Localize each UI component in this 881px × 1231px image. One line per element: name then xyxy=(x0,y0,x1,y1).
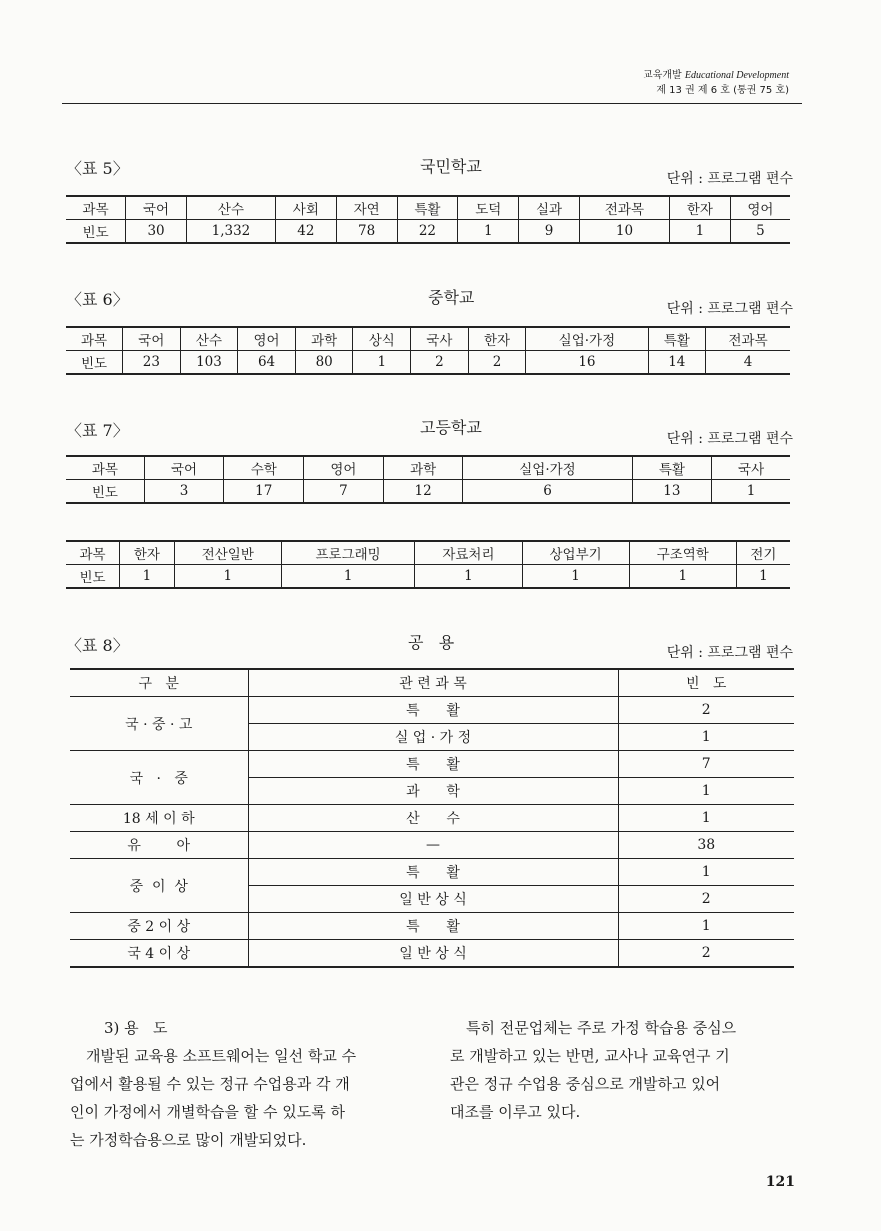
data-cell: 42 xyxy=(275,220,336,244)
header-cell: 특활 xyxy=(648,327,706,351)
frequency-cell: 2 xyxy=(618,886,794,913)
body-left-column xyxy=(70,1042,430,1154)
subject-cell: 특 활 xyxy=(248,751,618,778)
data-cell: 1 xyxy=(736,565,790,589)
table7-unit: 단위 : 프로그램 편수 xyxy=(666,431,793,447)
header-cell: 관 련 과 목 xyxy=(248,669,618,697)
table-row xyxy=(66,480,790,504)
subject-cell: 산 수 xyxy=(248,805,618,832)
header-cell: 실과 xyxy=(519,196,580,220)
header-cell: 상식 xyxy=(353,327,411,351)
header-cell: 국어 xyxy=(126,196,187,220)
text-line: 로 개발하고 있는 반면, 교사나 교육연구 기 xyxy=(450,1047,730,1065)
data-cell: 1 xyxy=(629,565,736,589)
table-header-row xyxy=(70,669,794,697)
header-cell: 한자 xyxy=(669,196,730,220)
data-cell: 14 xyxy=(648,351,706,375)
group-cell: 중 이 상 xyxy=(70,859,248,913)
table-row xyxy=(70,832,794,859)
header-cell: 구 분 xyxy=(70,669,248,697)
header-cell: 구조역학 xyxy=(629,541,736,565)
table-row xyxy=(70,805,794,832)
header-cell: 전기 xyxy=(736,541,790,565)
text-line: 업에서 활용될 수 있는 정규 수업용과 각 개 xyxy=(70,1075,350,1093)
body-right-column xyxy=(450,1014,800,1126)
table-header-row xyxy=(66,196,790,220)
group-cell: 중 2 이 상 xyxy=(70,913,248,940)
data-cell: 빈도 xyxy=(66,480,144,504)
data-cell: 64 xyxy=(238,351,296,375)
data-cell: 80 xyxy=(295,351,353,375)
data-cell: 3 xyxy=(144,480,224,504)
frequency-cell: 7 xyxy=(618,751,794,778)
table-header-row xyxy=(66,541,790,565)
subject-cell: 일 반 상 식 xyxy=(248,886,618,913)
text-line: 관은 정규 수업용 중심으로 개발하고 있어 xyxy=(450,1075,721,1093)
table-row xyxy=(70,751,794,778)
data-cell: 1 xyxy=(174,565,281,589)
volume-info: 제 13 권 제 6 호 (통권 75 호) xyxy=(656,85,789,96)
table6-label: 〈표 6〉 xyxy=(66,290,129,309)
text-line: 개발된 교육용 소프트웨어는 일선 학교 수 xyxy=(86,1047,357,1065)
header-cell: 영어 xyxy=(730,196,790,220)
data-cell: 1 xyxy=(522,565,629,589)
frequency-cell: 2 xyxy=(618,697,794,724)
table6-unit: 단위 : 프로그램 편수 xyxy=(666,301,793,317)
section-heading: 3) 용 도 xyxy=(104,1019,168,1037)
table-row xyxy=(66,565,790,589)
data-cell: 1 xyxy=(415,565,522,589)
table-header-row xyxy=(66,327,790,351)
group-cell: 국 · 중 · 고 xyxy=(70,697,248,751)
header-cell: 한자 xyxy=(468,327,526,351)
header-cell: 과목 xyxy=(66,196,126,220)
table5 xyxy=(66,195,790,244)
table-row xyxy=(66,220,790,244)
header-cell: 상업부기 xyxy=(522,541,629,565)
data-cell: 1,332 xyxy=(186,220,275,244)
group-cell: 국 4 이 상 xyxy=(70,940,248,968)
data-cell: 6 xyxy=(463,480,632,504)
data-cell: 78 xyxy=(336,220,397,244)
header-cell: 특활 xyxy=(397,196,458,220)
table8 xyxy=(70,668,794,968)
header-cell: 과학 xyxy=(383,456,463,480)
header-cell: 수학 xyxy=(224,456,304,480)
data-cell: 빈도 xyxy=(66,565,120,589)
table6 xyxy=(66,326,790,375)
header-cell: 전과목 xyxy=(706,327,790,351)
text-line: 는 가정학습용으로 많이 개발되었다. xyxy=(70,1131,307,1149)
header-cell: 과학 xyxy=(295,327,353,351)
text-line: 대조를 이루고 있다. xyxy=(450,1103,581,1121)
data-cell: 30 xyxy=(126,220,187,244)
header-cell: 국사 xyxy=(712,456,790,480)
frequency-cell: 1 xyxy=(618,805,794,832)
journal-title-ko: 교육개발 xyxy=(643,70,682,81)
header-rule xyxy=(62,103,802,104)
header-cell: 국사 xyxy=(411,327,469,351)
header-cell: 특활 xyxy=(632,456,712,480)
group-cell: 18 세 이 하 xyxy=(70,805,248,832)
group-cell: 유 아 xyxy=(70,832,248,859)
frequency-cell: 1 xyxy=(618,859,794,886)
header-cell: 과목 xyxy=(66,456,144,480)
header-cell: 과목 xyxy=(66,327,123,351)
table8-title: 공 용 xyxy=(408,633,455,652)
data-cell: 17 xyxy=(224,480,304,504)
frequency-cell: 1 xyxy=(618,778,794,805)
header-cell: 전산일반 xyxy=(174,541,281,565)
data-cell: 1 xyxy=(353,351,411,375)
text-line: 인이 가정에서 개별학습을 할 수 있도록 하 xyxy=(70,1103,345,1121)
running-header xyxy=(643,68,789,98)
data-cell: 빈도 xyxy=(66,220,126,244)
header-cell: 산수 xyxy=(180,327,238,351)
data-cell: 2 xyxy=(411,351,469,375)
header-cell: 영어 xyxy=(238,327,296,351)
header-cell: 프로그래밍 xyxy=(281,541,414,565)
table-row xyxy=(70,697,794,724)
subject-cell: 특 활 xyxy=(248,913,618,940)
data-cell: 1 xyxy=(458,220,519,244)
table5-label: 〈표 5〉 xyxy=(66,159,129,178)
text-line: 특히 전문업체는 주로 가정 학습용 중심으 xyxy=(466,1019,737,1037)
header-cell: 전과목 xyxy=(579,196,669,220)
header-cell: 자연 xyxy=(336,196,397,220)
table-row xyxy=(66,351,790,375)
subject-cell: 일 반 상 식 xyxy=(248,940,618,968)
frequency-cell: 1 xyxy=(618,724,794,751)
header-cell: 빈 도 xyxy=(618,669,794,697)
journal-title-en: Educational Development xyxy=(684,70,789,81)
table7-title: 고등학교 xyxy=(420,418,482,437)
data-cell: 빈도 xyxy=(66,351,123,375)
table5-title: 국민학교 xyxy=(420,157,482,176)
table8-label: 〈표 8〉 xyxy=(66,636,129,655)
data-cell: 23 xyxy=(123,351,181,375)
data-cell: 1 xyxy=(712,480,790,504)
page-number: 121 xyxy=(765,1174,795,1190)
data-cell: 4 xyxy=(706,351,790,375)
header-cell: 사회 xyxy=(275,196,336,220)
data-cell: 12 xyxy=(383,480,463,504)
table-header-row xyxy=(66,456,790,480)
table-row xyxy=(70,913,794,940)
subject-cell: 과 학 xyxy=(248,778,618,805)
header-cell: 국어 xyxy=(144,456,224,480)
data-cell: 9 xyxy=(519,220,580,244)
table7-label: 〈표 7〉 xyxy=(66,421,129,440)
table8-unit: 단위 : 프로그램 편수 xyxy=(666,645,793,661)
table6-title: 중학교 xyxy=(428,288,475,307)
data-cell: 16 xyxy=(526,351,648,375)
data-cell: 1 xyxy=(120,565,175,589)
table7-part1 xyxy=(66,455,790,504)
data-cell: 2 xyxy=(468,351,526,375)
header-cell: 산수 xyxy=(186,196,275,220)
data-cell: 1 xyxy=(669,220,730,244)
data-cell: 7 xyxy=(304,480,384,504)
frequency-cell: 2 xyxy=(618,940,794,968)
group-cell: 국 · 중 xyxy=(70,751,248,805)
frequency-cell: 1 xyxy=(618,913,794,940)
frequency-cell: 38 xyxy=(618,832,794,859)
header-cell: 영어 xyxy=(304,456,384,480)
header-cell: 실업·가정 xyxy=(463,456,632,480)
header-cell: 자료처리 xyxy=(415,541,522,565)
table-row xyxy=(70,859,794,886)
subject-cell: — xyxy=(248,832,618,859)
header-cell: 국어 xyxy=(123,327,181,351)
data-cell: 10 xyxy=(579,220,669,244)
table5-unit: 단위 : 프로그램 편수 xyxy=(666,171,793,187)
table-row xyxy=(70,940,794,968)
header-cell: 과목 xyxy=(66,541,120,565)
data-cell: 13 xyxy=(632,480,712,504)
data-cell: 22 xyxy=(397,220,458,244)
data-cell: 5 xyxy=(730,220,790,244)
subject-cell: 실 업 · 가 정 xyxy=(248,724,618,751)
subject-cell: 특 활 xyxy=(248,859,618,886)
header-cell: 실업·가정 xyxy=(526,327,648,351)
data-cell: 1 xyxy=(281,565,414,589)
header-cell: 한자 xyxy=(120,541,175,565)
subject-cell: 특 활 xyxy=(248,697,618,724)
header-cell: 도덕 xyxy=(458,196,519,220)
table7-part2 xyxy=(66,540,790,589)
data-cell: 103 xyxy=(180,351,238,375)
